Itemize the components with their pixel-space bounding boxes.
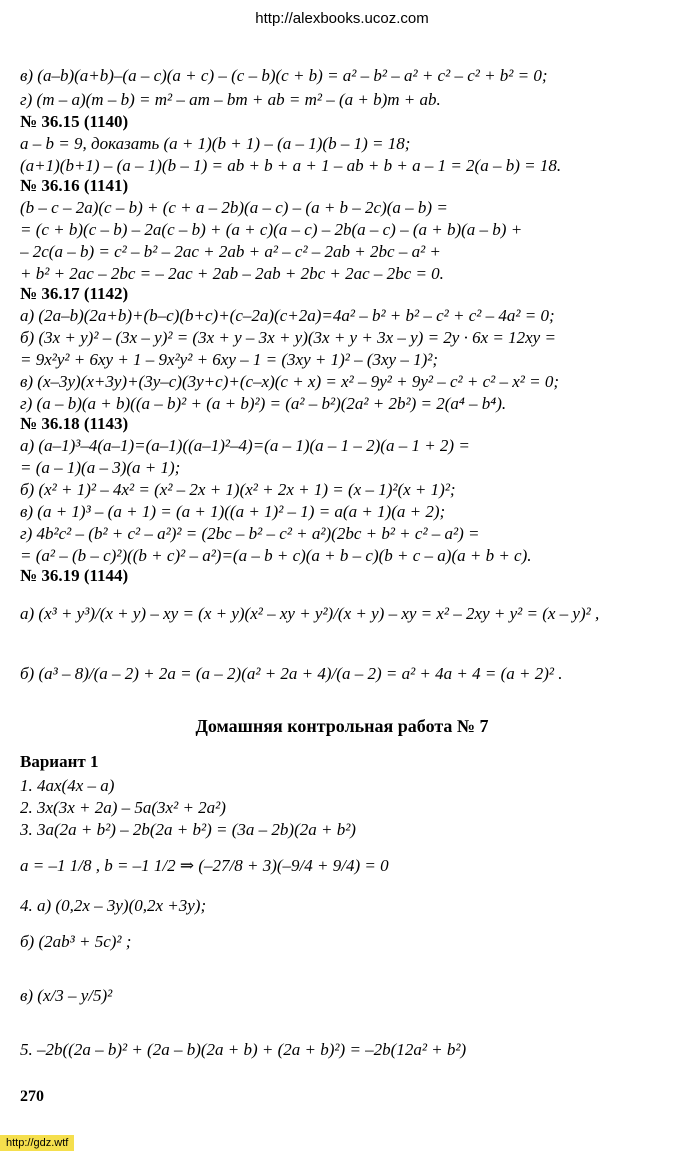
text-line: = (a² – (b – c)²)((b + c)² – a²)=(a – b + c)(a + b – c)(b + c – a)(a + b + c). bbox=[20, 546, 532, 565]
problem-heading: № 36.18 (1143) bbox=[20, 414, 129, 433]
text-line: = (c + b)(c – b) – 2a(c – b) + (a + c)(a – c) – 2b(a – c) – (a + b)(a – b) + bbox=[20, 220, 523, 239]
text-line: в) (a + 1)³ – (a + 1) = (a + 1)((a + 1)² – 1) = a(a + 1)(a + 2); bbox=[20, 502, 446, 521]
text-line: a – b = 9, доказать (a + 1)(b + 1) – (a – 1)(b – 1) = 18; bbox=[20, 134, 411, 153]
text-line: 2. 3x(3x + 2a) – 5a(3x² + 2a²) bbox=[20, 798, 226, 817]
text-line: – 2c(a – b) = c² – b² – 2ac + 2ab + a² – c² – 2ab + 2bc – a² + bbox=[20, 242, 441, 261]
text-line: а) (a–1)³–4(a–1)=(a–1)((a–1)²–4)=(a – 1)(a – 1 – 2)(a – 1 + 2) = bbox=[20, 436, 470, 455]
text-line: + b² + 2ac – 2bc = – 2ac + 2ab – 2ab + 2bc + 2ac – 2bc = 0. bbox=[20, 264, 444, 283]
text-line: б) (2ab³ + 5c)² ; bbox=[20, 932, 132, 951]
text-line: в) (a–b)(a+b)–(a – c)(a + c) – (c – b)(c + b) = a² – b² – a² + c² – c² + b² = 0; bbox=[20, 66, 548, 85]
text-line: б) (x² + 1)² – 4x² = (x² – 2x + 1)(x² + 2x + 1) = (x – 1)²(x + 1)²; bbox=[20, 480, 456, 499]
text-line: б) (3x + y)² – (3x – y)² = (3x + y – 3x + y)(3x + y + 3x – y) = 2y · 6x = 12xy = bbox=[20, 328, 556, 347]
text-line: (b – c – 2a)(c – b) + (c + a – 2b)(a – c) – (a + b – 2c)(a – b) = bbox=[20, 198, 448, 217]
problem-heading: № 36.17 (1142) bbox=[20, 284, 129, 303]
fraction-equation: a = –1 1/8 , b = –1 1/2 ⇒ (–27/8 + 3)(–9/4 + 9/4) = 0 bbox=[20, 856, 389, 875]
page-number: 270 bbox=[20, 1088, 44, 1105]
text-line: 1. 4ax(4x – a) bbox=[20, 776, 115, 795]
text-line: г) (m – a)(m – b) = m² – am – bm + ab = m² – (a + b)m + ab. bbox=[20, 90, 441, 109]
section-title: Домашняя контрольная работа № 7 bbox=[195, 716, 489, 736]
problem-heading: № 36.15 (1140) bbox=[20, 112, 129, 131]
problem-heading: № 36.16 (1141) bbox=[20, 176, 129, 195]
fraction-equation: а) (x³ + y³)/(x + y) – xy = (x + y)(x² – xy + y²)/(x + y) – xy = x² – 2xy + y² = (x – y)² , bbox=[20, 604, 600, 623]
text-line: г) 4b²c² – (b² + c² – a²)² = (2bc – b² – c² + a²)(2bc + b² + c² – a²) = bbox=[20, 524, 480, 543]
text-line: в) (x–3y)(x+3y)+(3y–c)(3y+c)+(c–x)(c + x) = x² – 9y² + 9y² – c² + c² – x² = 0; bbox=[20, 372, 560, 391]
fraction-equation: б) (a³ – 8)/(a – 2) + 2a = (a – 2)(a² + 2a + 4)/(a – 2) = a² + 4a + 4 = (a + 2)² . bbox=[20, 664, 563, 683]
problem-heading: № 36.19 (1144) bbox=[20, 566, 129, 585]
variant-heading: Вариант 1 bbox=[20, 752, 99, 771]
text-line: 5. –2b((2a – b)² + (2a – b)(2a + b) + (2a + b)²) = –2b(12a² + b²) bbox=[20, 1040, 467, 1059]
text-line: (a+1)(b+1) – (a – 1)(b – 1) = ab + b + a + 1 – ab + b + a – 1 = 2(a – b) = 18. bbox=[20, 156, 562, 175]
text-line: 3. 3a(2a + b²) – 2b(2a + b²) = (3a – 2b)(2a + b²) bbox=[20, 820, 356, 839]
text-line: г) (a – b)(a + b)((a – b)² + (a + b)²) = (a² – b²)(2a² + 2b²) = 2(a⁴ – b⁴). bbox=[20, 394, 507, 413]
text-line: = 9x²y² + 6xy + 1 – 9x²y² + 6xy – 1 = (3xy + 1)² – (3xy – 1)²; bbox=[20, 350, 439, 369]
fraction-equation: в) (x/3 – y/5)² bbox=[20, 986, 113, 1005]
text-line: = (a – 1)(a – 3)(a + 1); bbox=[20, 458, 181, 477]
text-line: а) (2a–b)(2a+b)+(b–c)(b+c)+(c–2a)(c+2a)=4a² – b² + b² – c² + c² – 4a² = 0; bbox=[20, 306, 555, 325]
header-url[interactable]: http://alexbooks.ucoz.com bbox=[255, 10, 429, 27]
footer-url[interactable]: http://gdz.wtf bbox=[0, 1135, 74, 1151]
text-line: 4. а) (0,2x – 3y)(0,2x +3y); bbox=[20, 896, 207, 915]
